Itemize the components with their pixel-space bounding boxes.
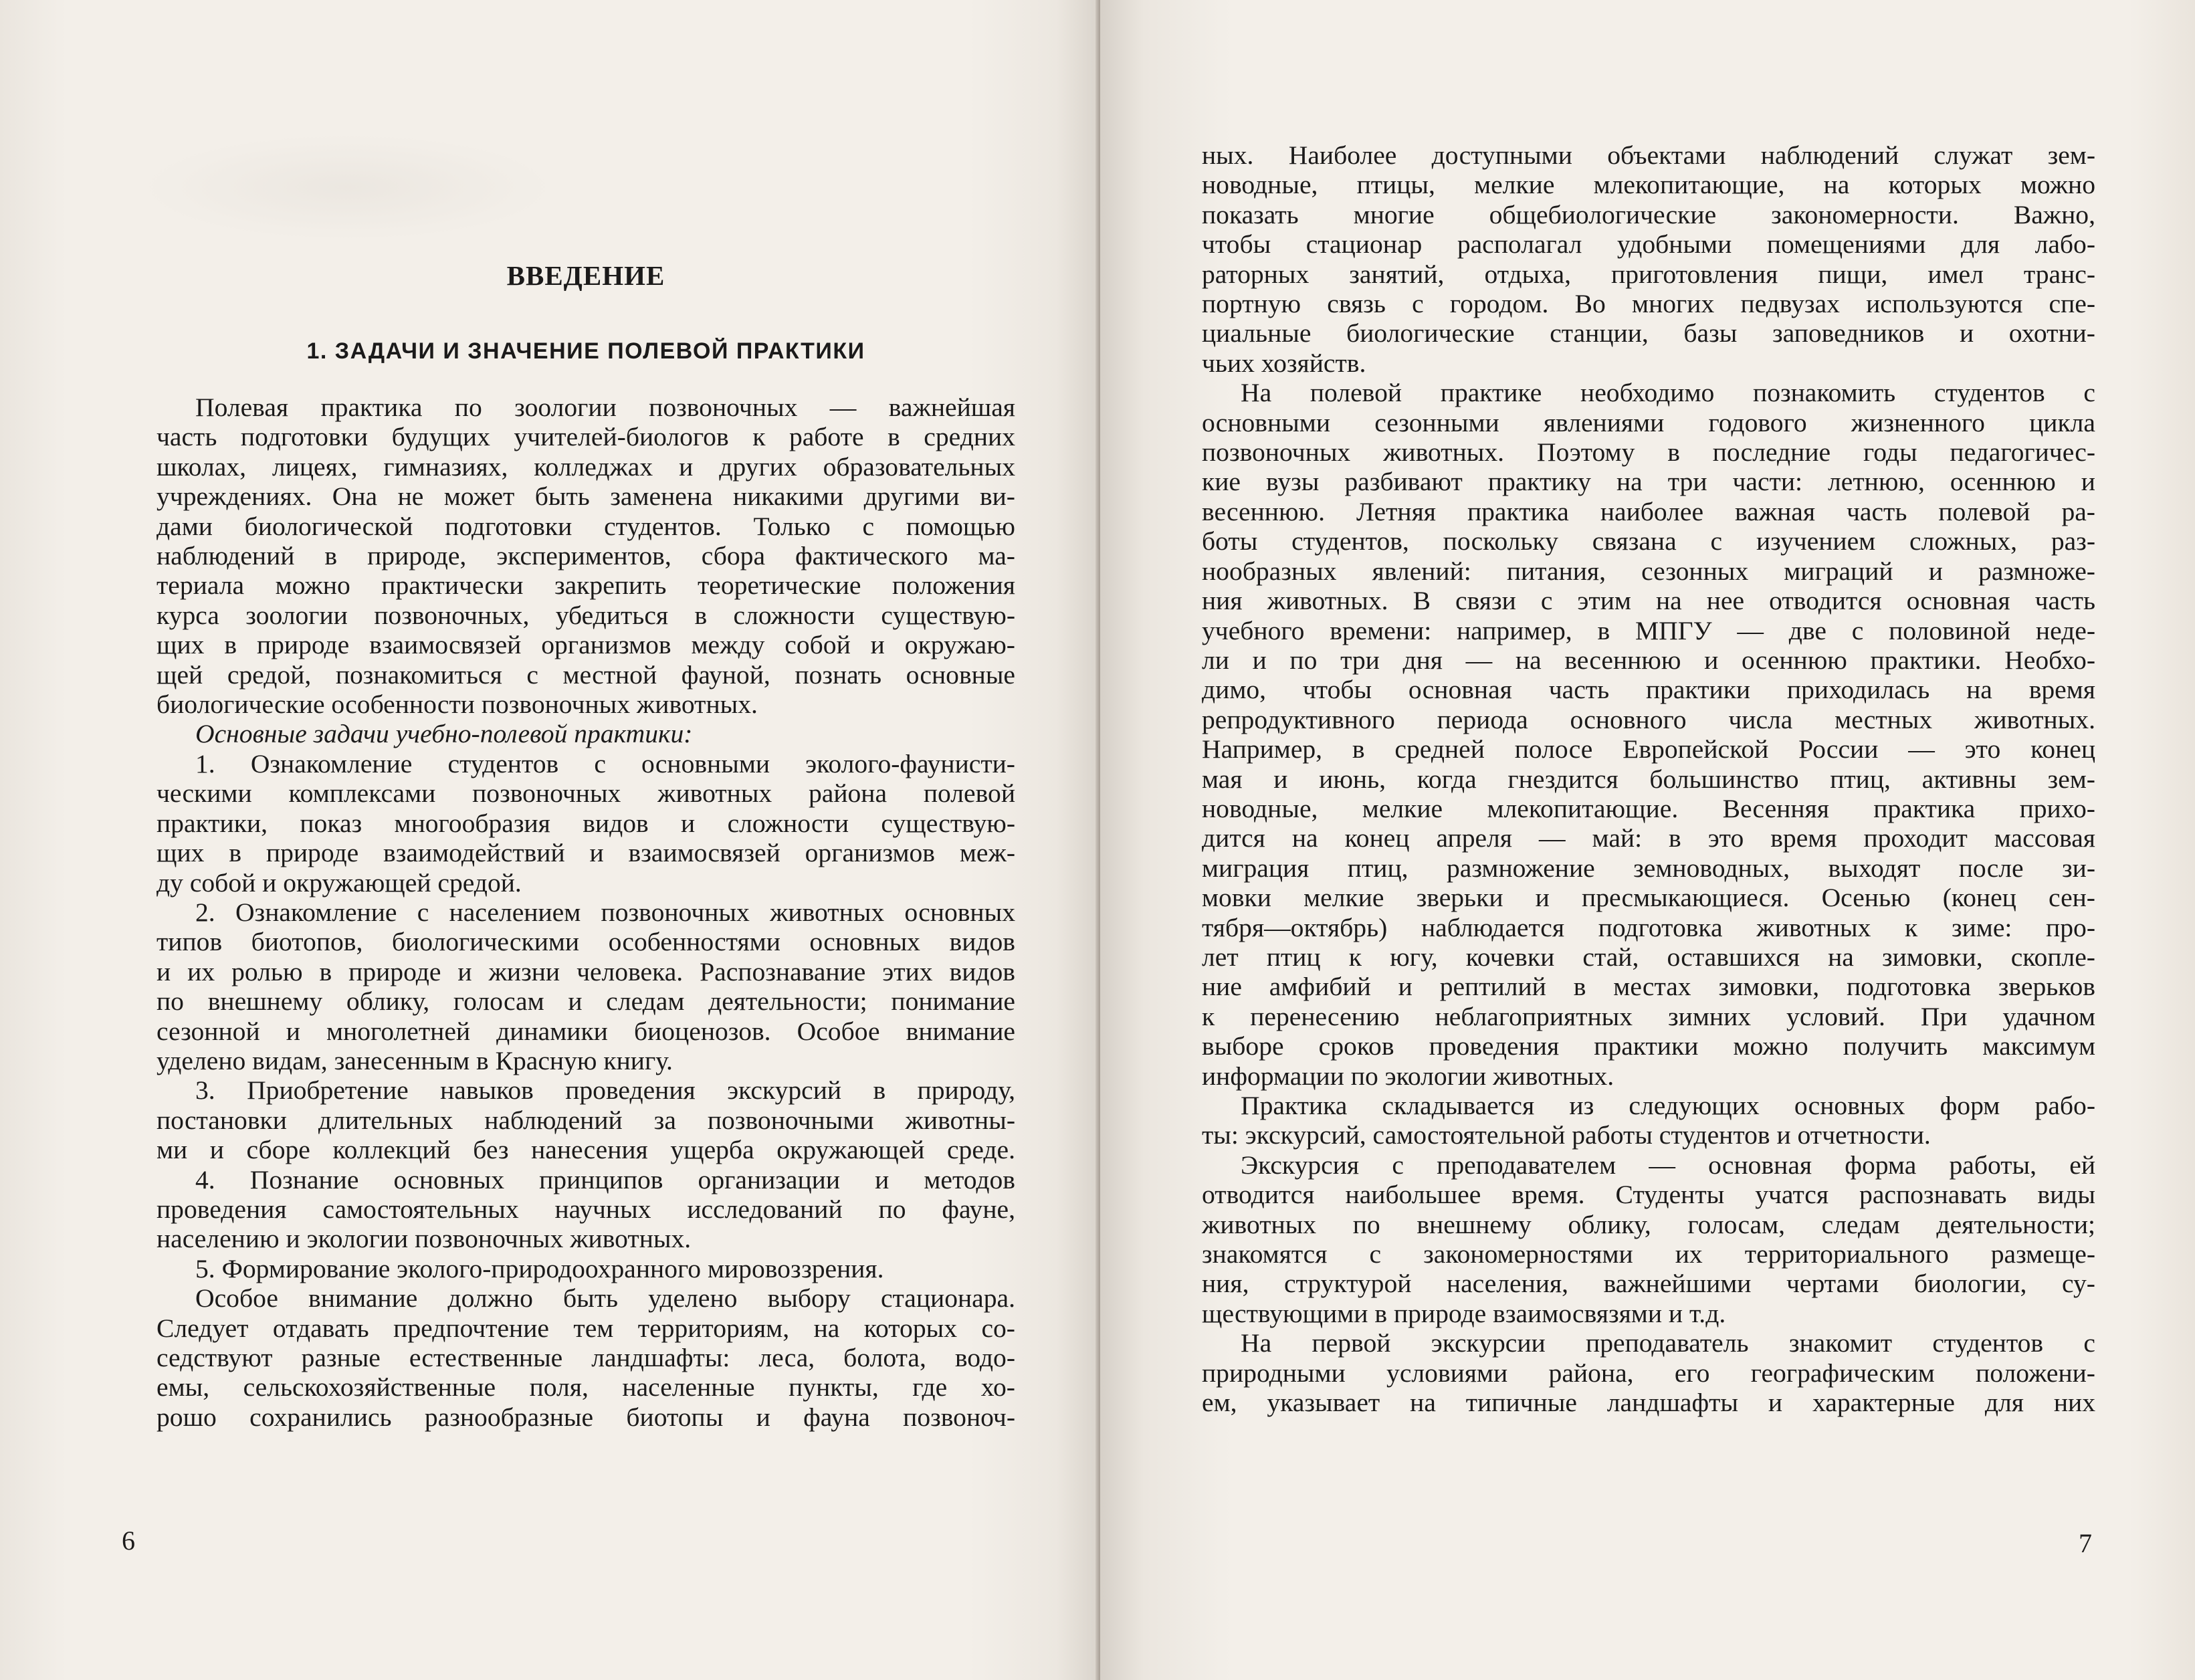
chapter-title: ВВЕДЕНИЕ <box>506 260 665 291</box>
page-number-left: 6 <box>122 1526 135 1556</box>
body-line: ем, указывает на типичные ландшафты и характерные для них <box>1202 1388 2095 1418</box>
body-line: новодные, мелкие млекопитающие. Весенняя практика прихо- <box>1202 793 2095 823</box>
body-line: ты: экскурсий, самостоятельной работы студентов и отчетности. <box>1202 1120 1931 1150</box>
body-line: постановки длительных наблюдений за позвоночными животны- <box>156 1105 1015 1135</box>
body-line: мовки мелкие зверьки и пресмыкающиеся. Осенью (конец сен- <box>1202 883 2095 913</box>
body-line: 3. Приобретение навыков проведения экскурсий в природу, <box>195 1075 1015 1106</box>
body-line: учреждениях. Она не может быть заменена никакими другими ви- <box>156 482 1015 512</box>
body-line: выборе сроков проведения практики можно получить максимум <box>1202 1031 2095 1061</box>
body-line: Например, в средней полосе Европейской России — это конец <box>1202 734 2095 764</box>
body-line: ду собой и окружающей средой. <box>156 867 522 898</box>
body-line: к перенесению неблагоприятных зимних условий. При удачном <box>1202 1001 2095 1031</box>
body-line: часть подготовки будущих учителей-биологов к работе в средних <box>156 422 1015 452</box>
body-line: показать многие общебиологические закономерности. Важно, <box>1202 199 2095 229</box>
body-line: щих в природе взаимодействий и взаимосвязей организмов меж- <box>156 838 1015 868</box>
body-line: 1. Ознакомление студентов с основными эколого-фаунисти- <box>195 748 1015 778</box>
body-line: тября—октябрь) наблюдается подготовка животных к зиме: про- <box>1202 912 2095 942</box>
body-line: информации по экологии животных. <box>1202 1061 1614 1091</box>
body-line: ми и сборе коллекций без нанесения ущерба окружающей среде. <box>156 1135 1015 1165</box>
tasks-heading: Основные задачи учебно-полевой практики: <box>195 719 693 749</box>
body-line: чтобы стационар располагал удобными помещениями для лабо- <box>1202 229 2095 259</box>
body-line: позвоночных животных. Поэтому в последние годы педагогичес- <box>1202 437 2095 467</box>
body-line: типов биотопов, биологическими особенностями основных видов <box>156 927 1015 957</box>
body-line: Полевая практика по зоологии позвоночных — важнейшая <box>195 393 1015 422</box>
body-line: раторных занятий, отдыха, приготовления пищи, имел транс- <box>1202 259 2095 289</box>
body-line: 4. Познание основных принципов организации и методов <box>195 1164 1015 1194</box>
body-line: отводится наибольшее время. Студенты учатся распознавать виды <box>1202 1180 2095 1210</box>
body-line: миграция птиц, размножение земноводных, выходят после зи- <box>1202 853 2095 883</box>
body-line: портную связь с городом. Во многих педвузах используются спе- <box>1202 289 2095 319</box>
left-page-body <box>156 393 1015 1432</box>
body-line: димо, чтобы основная часть практики приходилась на время <box>1202 675 2095 705</box>
body-line: рошо сохранились разнообразные биотопы и фауна позвоноч- <box>156 1402 1015 1432</box>
body-line: природными условиями района, его географическим положени- <box>1202 1358 2095 1388</box>
body-line: Следует отдавать предпочтение тем территориям, на которых со- <box>156 1313 1015 1343</box>
body-line: 5. Формирование эколого-природоохранного мировоззрения. <box>195 1253 884 1283</box>
page-number-right: 7 <box>2079 1528 2092 1558</box>
body-line: На первой экскурсии преподаватель знакомит студентов с <box>1241 1328 2095 1358</box>
body-line: циальные биологические станции, базы заповедников и охотни- <box>1202 318 2095 348</box>
body-line: мая и июнь, когда гнездится большинство птиц, активны зем- <box>1202 764 2095 794</box>
scan-smudge <box>140 134 555 241</box>
body-line: териала можно практически закрепить теоретические положения <box>156 570 1015 601</box>
body-line: знакомятся с закономерностями их территориального размеще- <box>1202 1239 2095 1269</box>
body-line: ния животных. В связи с этим на нее отводится основная часть <box>1202 586 2095 616</box>
body-line: животных по внешнему облику, голосам, следам деятельности; <box>1202 1209 2095 1239</box>
body-line: наблюдений в природе, экспериментов, сбора фактического ма- <box>156 541 1015 571</box>
body-line: Практика складывается из следующих основных форм рабо- <box>1241 1091 2095 1120</box>
body-line: Экскурсия с преподавателем — основная форма работы, ей <box>1241 1150 2095 1180</box>
body-line: практики, показ многообразия видов и сложности существую- <box>156 808 1015 838</box>
body-line: дится на конец апреля — май: в это время проходит массовая <box>1202 823 2095 853</box>
body-line: 2. Ознакомление с населением позвоночных животных основных <box>195 897 1015 927</box>
body-line: курса зоологии позвоночных, убедиться в сложности существую- <box>156 600 1015 630</box>
body-line: школах, лицеях, гимназиях, колледжах и других образовательных <box>156 451 1015 482</box>
body-line: репродуктивного периода основного числа местных животных. <box>1202 704 2095 734</box>
body-line: проведения самостоятельных научных исследований по фауне, <box>156 1194 1015 1224</box>
body-line: Особое внимание должно быть уделено выбору стационара. <box>195 1283 1015 1314</box>
body-line: щей средой, познакомиться с местной фауной, познать основные <box>156 659 1015 690</box>
right-page-body <box>1202 140 2095 1417</box>
body-line: ческими комплексами позвоночных животных района полевой <box>156 778 1015 809</box>
body-line: населению и экологии позвоночных животных. <box>156 1224 692 1254</box>
body-line: емы, сельскохозяйственные поля, населенные пункты, где хо- <box>156 1372 1015 1402</box>
section-heading: 1. ЗАДАЧИ И ЗНАЧЕНИЕ ПОЛЕВОЙ ПРАКТИКИ <box>306 338 865 364</box>
body-line: уделено видам, занесенным в Красную книгу. <box>156 1045 673 1075</box>
body-line: сезонной и многолетней динамики биоценозов. Особое внимание <box>156 1016 1015 1046</box>
body-line: боты студентов, поскольку связана с изучением сложных, раз- <box>1202 526 2095 556</box>
body-line: биологические особенности позвоночных животных. <box>156 690 758 720</box>
body-line: лет птиц к югу, кочевки стай, оставшихся на зимовки, скопле- <box>1202 942 2095 972</box>
body-line: дами биологической подготовки студентов. Только с помощью <box>156 511 1015 541</box>
body-line: нообразных явлений: питания, сезонных миграций и размноже- <box>1202 556 2095 586</box>
body-line: седствуют разные естественные ландшафты: леса, болота, водо- <box>156 1343 1015 1372</box>
body-line: ния, структурой населения, важнейшими чертами биологии, су- <box>1202 1269 2095 1299</box>
body-line: ние амфибий и рептилий в местах зимовки, подготовка зверьков <box>1202 972 2095 1002</box>
body-line: и их ролью в природе и жизни человека. Распознавание этих видов <box>156 956 1015 986</box>
body-line: чьих хозяйств. <box>1202 348 1366 378</box>
body-line: весеннюю. Летняя практика наиболее важная часть полевой ра- <box>1202 496 2095 526</box>
body-line: На полевой практике необходимо познакомить студентов с <box>1241 378 2095 408</box>
body-line: учебного времени: например, в МПГУ — две с половиной неде- <box>1202 615 2095 645</box>
body-line: ли и по три дня — на весеннюю и осеннюю практики. Необхо- <box>1202 645 2095 675</box>
body-line: ных. Наиболее доступными объектами наблюдений служат зем- <box>1202 140 2095 170</box>
body-line: новодные, птицы, мелкие млекопитающие, на которых можно <box>1202 170 2095 200</box>
body-line: ществующими в природе взаимосвязями и т.д. <box>1202 1298 1726 1328</box>
body-line: по внешнему облику, голосам и следам деятельности; понимание <box>156 986 1015 1017</box>
body-line: основными сезонными явлениями годового жизненного цикла <box>1202 407 2095 437</box>
body-line: щих в природе взаимосвязей организмов между собой и окружаю- <box>156 630 1015 660</box>
body-line: кие вузы разбивают практику на три части: летнюю, осеннюю и <box>1202 467 2095 497</box>
